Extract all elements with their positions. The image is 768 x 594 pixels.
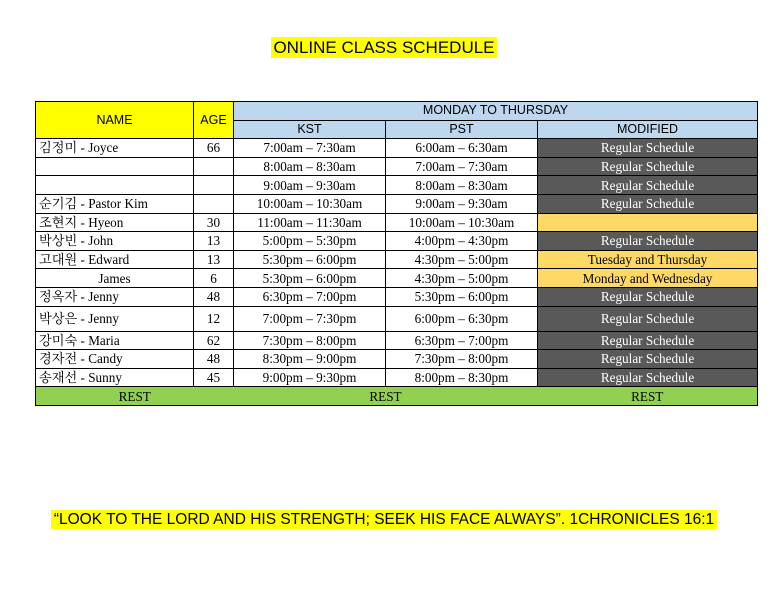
cell-kst: 5:30pm – 6:00pm bbox=[234, 250, 386, 269]
cell-pst: 7:30pm – 8:00pm bbox=[386, 350, 538, 369]
cell-kst: 8:00am – 8:30am bbox=[234, 157, 386, 176]
cell-age: 48 bbox=[194, 350, 234, 369]
header-monday-to-thursday: MONDAY TO THURSDAY bbox=[234, 102, 758, 121]
cell-modified: Regular Schedule bbox=[538, 194, 758, 213]
cell-name: James bbox=[36, 269, 194, 288]
table-row bbox=[36, 287, 758, 306]
cell-name: 강미숙 - Maria bbox=[36, 331, 194, 350]
cell-kst: 7:30pm – 8:00pm bbox=[234, 331, 386, 350]
rest-center: REST bbox=[234, 387, 538, 406]
cell-kst: 7:00am – 7:30am bbox=[234, 139, 386, 158]
cell-modified: Regular Schedule bbox=[538, 232, 758, 251]
cell-name: 정옥자 - Jenny bbox=[36, 287, 194, 306]
scripture-quote: “LOOK TO THE LORD AND HIS STRENGTH; SEEK HIS FACE ALWAYS”. 1CHRONICLES 16:1 bbox=[51, 510, 717, 529]
scripture-quote-wrap bbox=[0, 511, 768, 529]
cell-age: 13 bbox=[194, 250, 234, 269]
header-pst: PST bbox=[386, 120, 538, 139]
table-row bbox=[36, 232, 758, 251]
cell-kst: 5:30pm – 6:00pm bbox=[234, 269, 386, 288]
cell-pst: 6:00pm – 6:30pm bbox=[386, 306, 538, 331]
cell-name: 박상빈 - John bbox=[36, 232, 194, 251]
cell-modified: Regular Schedule bbox=[538, 287, 758, 306]
table-row bbox=[36, 157, 758, 176]
header-name: NAME bbox=[36, 102, 194, 139]
cell-pst: 8:00pm – 8:30pm bbox=[386, 368, 538, 387]
cell-pst: 4:30pm – 5:00pm bbox=[386, 250, 538, 269]
cell-kst: 8:30pm – 9:00pm bbox=[234, 350, 386, 369]
table-row bbox=[36, 368, 758, 387]
cell-kst: 5:00pm – 5:30pm bbox=[234, 232, 386, 251]
cell-name: 송재선 - Sunny bbox=[36, 368, 194, 387]
cell-kst: 11:00am – 11:30am bbox=[234, 213, 386, 232]
cell-pst: 6:00am – 6:30am bbox=[386, 139, 538, 158]
cell-name: 경자전 - Candy bbox=[36, 350, 194, 369]
cell-pst: 7:00am – 7:30am bbox=[386, 157, 538, 176]
cell-pst: 4:30pm – 5:00pm bbox=[386, 269, 538, 288]
header-kst: KST bbox=[234, 120, 386, 139]
cell-modified: Regular Schedule bbox=[538, 306, 758, 331]
cell-kst: 7:00pm – 7:30pm bbox=[234, 306, 386, 331]
cell-age: 13 bbox=[194, 232, 234, 251]
rest-row bbox=[36, 387, 758, 406]
header-modified: MODIFIED bbox=[538, 120, 758, 139]
page-title: ONLINE CLASS SCHEDULE bbox=[273, 38, 495, 57]
cell-kst: 6:30pm – 7:00pm bbox=[234, 287, 386, 306]
cell-modified: Regular Schedule bbox=[538, 157, 758, 176]
table-row bbox=[36, 269, 758, 288]
cell-age: 48 bbox=[194, 287, 234, 306]
cell-age: 66 bbox=[194, 139, 234, 158]
schedule-body bbox=[36, 139, 758, 387]
cell-pst: 8:00am – 8:30am bbox=[386, 176, 538, 195]
cell-age: 30 bbox=[194, 213, 234, 232]
table-row bbox=[36, 194, 758, 213]
cell-pst: 6:30pm – 7:00pm bbox=[386, 331, 538, 350]
cell-name bbox=[36, 157, 194, 176]
table-row bbox=[36, 250, 758, 269]
cell-modified: Regular Schedule bbox=[538, 368, 758, 387]
page-title-wrap bbox=[0, 38, 768, 58]
cell-age bbox=[194, 157, 234, 176]
cell-age: 12 bbox=[194, 306, 234, 331]
cell-pst: 9:00am – 9:30am bbox=[386, 194, 538, 213]
table-row bbox=[36, 213, 758, 232]
rest-left: REST bbox=[36, 387, 234, 406]
cell-modified: Regular Schedule bbox=[538, 331, 758, 350]
cell-name: 순기김 - Pastor Kim bbox=[36, 194, 194, 213]
table-row bbox=[36, 350, 758, 369]
cell-pst: 4:00pm – 4:30pm bbox=[386, 232, 538, 251]
cell-modified: Monday and Wednesday bbox=[538, 269, 758, 288]
cell-name: 조현지 - Hyeon bbox=[36, 213, 194, 232]
cell-pst: 5:30pm – 6:00pm bbox=[386, 287, 538, 306]
cell-kst: 10:00am – 10:30am bbox=[234, 194, 386, 213]
cell-modified bbox=[538, 213, 758, 232]
cell-modified: Tuesday and Thursday bbox=[538, 250, 758, 269]
table-row bbox=[36, 306, 758, 331]
cell-name: 김정미 - Joyce bbox=[36, 139, 194, 158]
cell-modified: Regular Schedule bbox=[538, 139, 758, 158]
schedule-table bbox=[35, 101, 758, 406]
cell-kst: 9:00am – 9:30am bbox=[234, 176, 386, 195]
header-age: AGE bbox=[194, 102, 234, 139]
table-row bbox=[36, 176, 758, 195]
cell-pst: 10:00am – 10:30am bbox=[386, 213, 538, 232]
table-row bbox=[36, 139, 758, 158]
cell-kst: 9:00pm – 9:30pm bbox=[234, 368, 386, 387]
rest-right: REST bbox=[538, 387, 758, 406]
cell-modified: Regular Schedule bbox=[538, 350, 758, 369]
cell-name bbox=[36, 176, 194, 195]
cell-name: 박상은 - Jenny bbox=[36, 306, 194, 331]
cell-age bbox=[194, 194, 234, 213]
cell-name: 고대원 - Edward bbox=[36, 250, 194, 269]
cell-age: 62 bbox=[194, 331, 234, 350]
cell-age bbox=[194, 176, 234, 195]
cell-age: 45 bbox=[194, 368, 234, 387]
table-row bbox=[36, 331, 758, 350]
cell-modified: Regular Schedule bbox=[538, 176, 758, 195]
cell-age: 6 bbox=[194, 269, 234, 288]
